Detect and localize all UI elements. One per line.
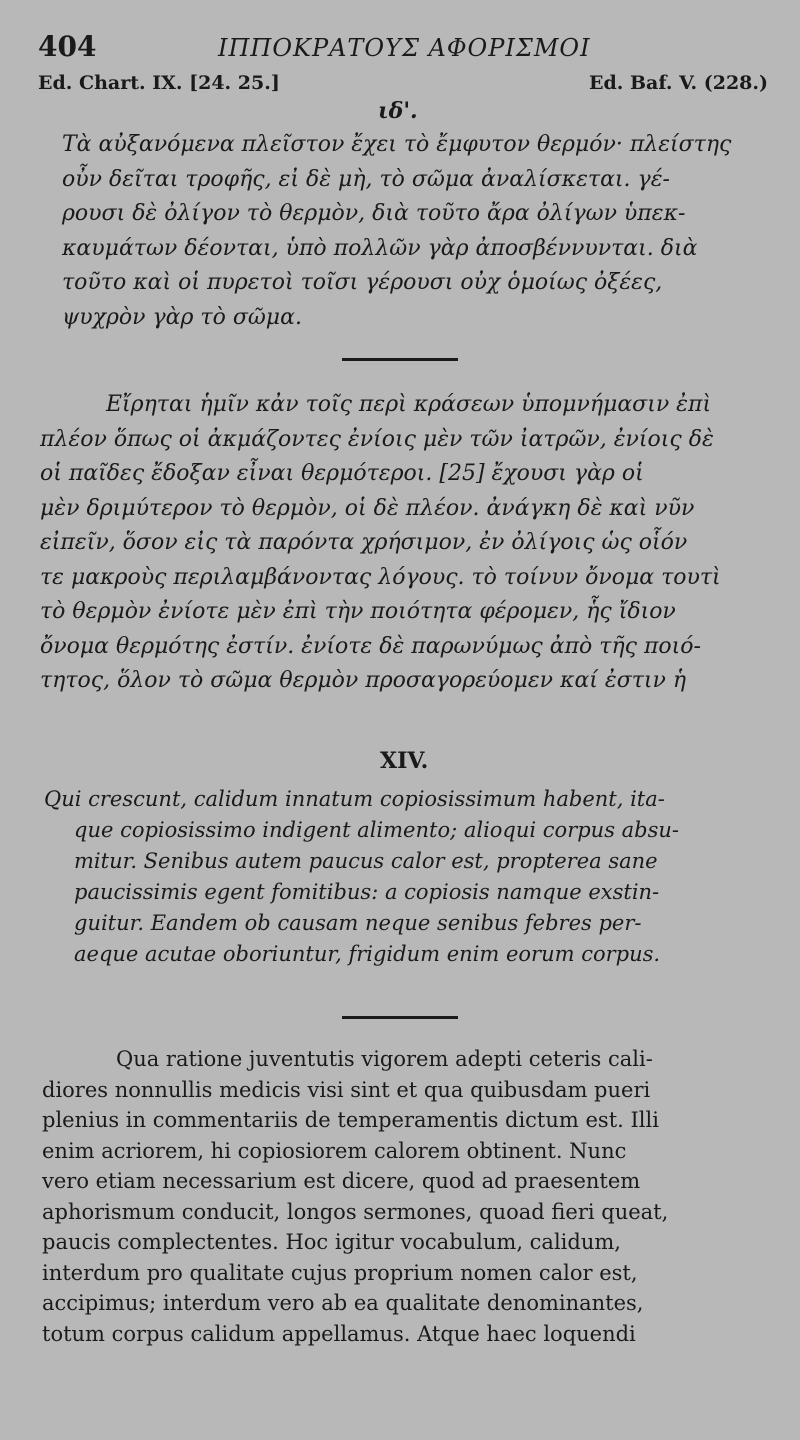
text-line: paucissimis egent fomitibus: a copiosis namque exstin- — [74, 880, 660, 904]
text-line: accipimus; interdum vero ab ea qualitate denominantes, — [42, 1291, 644, 1315]
text-line: Εἴρηται ἡμῖν κἀν τοῖς περὶ κράσεων ὑπομνήμασιν ἐπὶ — [106, 392, 712, 417]
text-line: interdum pro qualitate cujus proprium nomen calor est, — [42, 1260, 638, 1285]
page-number: 404 — [38, 30, 97, 63]
text-line: ὄνομα θερμότης ἐστίν. ἐνίοτε δὲ παρωνύμως ἀπὸ τῆς ποιό- — [40, 633, 701, 659]
edition-chart: Ed. Chart. IX. [24. 25.] — [38, 72, 280, 94]
text-line: plenius in commentariis de temperamentis dictum est. Illi — [42, 1108, 659, 1132]
text-line: paucis complectentes. Hoc igitur vocabulum, calidum, — [42, 1230, 621, 1254]
text-line: enim acriorem, hi copiosiorem calorem obtinent. Nunc — [42, 1138, 627, 1163]
text-line: ρουσι δὲ ὀλίγον τὸ θερμὸν, διὰ τοῦτο ἄρα ὀλίγων ὑπεκ- — [62, 201, 686, 226]
text-line: mitur. Senibus autem paucus calor est, propterea sane — [74, 849, 658, 873]
text-line: τοῦτο καὶ οἱ πυρετοὶ τοῖσι γέρουσι οὐχ ὁμοίως ὀξέες, — [62, 270, 663, 295]
text-line: guitur. Eandem ob causam neque senibus febres per- — [74, 911, 642, 935]
text-line: οἱ παῖδες ἔδοξαν εἶναι θερμότεροι. [25] ἔχουσι γὰρ οἱ — [40, 461, 644, 486]
running-title: ΙΠΠΟΚΡΑΤΟΥΣ ΑΦΟΡΙΣΜΟΙ — [218, 34, 591, 62]
text-line: τε μακροὺς περιλαμβάνοντας λόγους. τὸ τοίνυν ὄνομα τουτὶ — [40, 564, 721, 590]
latin-aphorism — [44, 784, 766, 970]
text-line: καυμάτων δέονται, ὑπὸ πολλῶν γὰρ ἀποσβέννυνται. διὰ — [62, 235, 698, 261]
text-line: ψυχρὸν γὰρ τὸ σῶμα. — [62, 304, 302, 330]
greek-aphorism — [62, 128, 768, 335]
latin-commentary — [42, 1044, 766, 1349]
text-line: τὸ θερμὸν ἐνίοτε μὲν ἐπὶ τὴν ποιότητα φέρομεν, ἧς ἴδιον — [40, 599, 676, 624]
page-header — [38, 30, 768, 70]
text-line: totum corpus calidum appellamus. Atque haec loquendi — [42, 1321, 636, 1346]
text-line: μὲν δριμύτερον τὸ θερμὸν, οἱ δὲ πλέον. ἀνάγκη δὲ καὶ νῦν — [40, 495, 695, 521]
text-line: Qua ratione juventutis vigorem adepti ceteris cali- — [116, 1047, 653, 1071]
text-line: diores nonnullis medicis visi sint et qua quibusdam pueri — [42, 1077, 651, 1102]
text-line: πλέον ὅπως οἱ ἀκμάζοντες ἐνίοις μὲν τῶν ἰατρῶν, ἐνίοις δὲ — [40, 426, 714, 452]
latin-section-number: XIV. — [380, 748, 429, 774]
text-line: vero etiam necessarium est dicere, quod ad praesentem — [42, 1169, 641, 1193]
text-line: τητος, ὅλον τὸ σῶμα θερμὸν προσαγορεύομεν καί ἐστιν ἡ — [40, 668, 687, 693]
text-line: Τὰ αὐξανόμενα πλεῖστον ἔχει τὸ ἔμφυτον θερμόν· πλείστης — [62, 132, 732, 157]
edition-basel: Ed. Baf. V. (228.) — [589, 72, 768, 94]
text-line: Qui crescunt, calidum innatum copiosissimum habent, ita- — [44, 787, 665, 811]
greek-commentary — [40, 388, 766, 699]
section-divider — [342, 358, 458, 361]
text-line: aeque acutae oboriuntur, frigidum enim eorum corpus. — [74, 942, 661, 966]
greek-section-number: ιδ'. — [378, 98, 418, 124]
text-line: aphorismum conducit, longos sermones, quoad fieri queat, — [42, 1199, 669, 1224]
text-line: οὖν δεῖται τροφῆς, εἰ δὲ μὴ, τὸ σῶμα ἀναλίσκεται. γέ- — [62, 166, 670, 192]
section-divider — [342, 1016, 458, 1019]
text-line: εἰπεῖν, ὅσον εἰς τὰ παρόντα χρήσιμον, ἐν ὀλίγοις ὡς οἷόν — [40, 530, 688, 555]
text-line: que copiosissimo indigent alimento; alioqui corpus absu- — [74, 818, 680, 842]
